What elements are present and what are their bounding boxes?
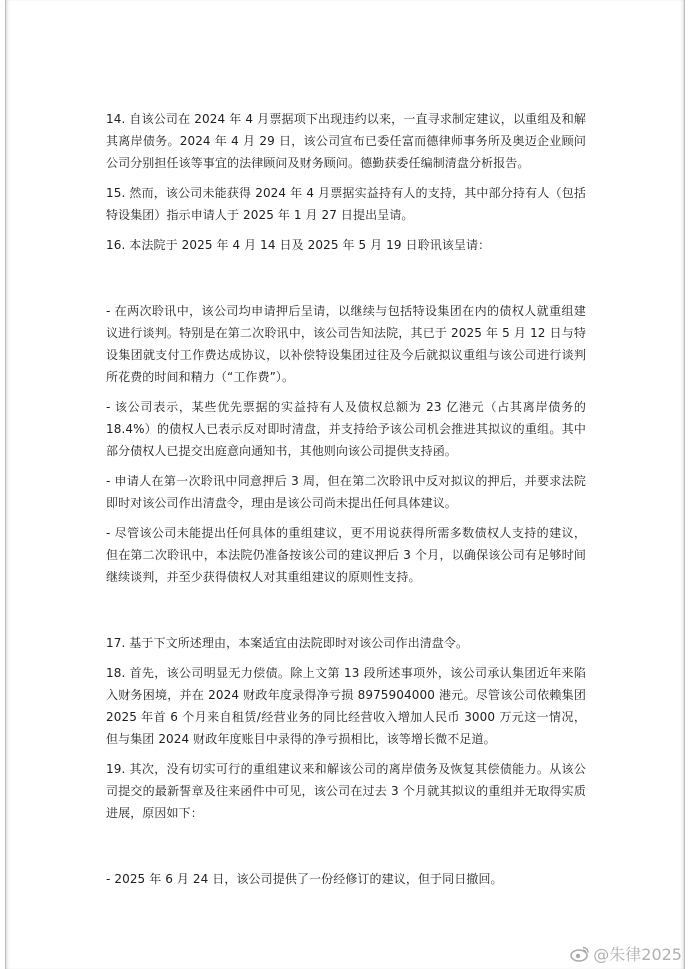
weibo-icon [570, 945, 590, 962]
paragraph-19: 19. 其次，没有切实可行的重组建议来和解该公司的离岸债务及恢复其偿债能力。从该公司提交的最新誓章及往来函件中可见，该公司在过去 3 个月就其拟议的重组并无取得实质进展，原因如下： [106, 762, 586, 820]
paragraph-18: 18. 首先，该公司明显无力偿债。除上文第 13 段所述事项外，该公司承认集团近年来陷入财务困境，并在 2024 财政年度录得净亏损 8975904000 港元。尽管该公司依赖集团 2025 年首 6 个月来自租赁/经营业务的同比经营收入增加人民币 3000 万元这一情况，但与集团 2024 财政年度账目中录得的净亏损相比，该等增长微不足道。 [106, 666, 586, 746]
paragraph-14: 14. 自该公司在 2024 年 4 月票据项下出现违约以来，一直寻求制定建议，以重组及和解其离岸债务。2024 年 4 月 29 日，该公司宣布已委任富而德律师事务所及奥迈企业顾问公司分别担任该等事宜的法律顾问及财务顾问。德勤获委任编制清盘分析报告。 [106, 112, 586, 170]
paragraph-17: 17. 基于下文所述理由，本案适宜由法院即时对该公司作出清盘令。 [106, 636, 469, 650]
watermark [570, 942, 682, 965]
watermark-text: @朱律2025 [593, 945, 682, 964]
bullet-item: - 在两次聆讯中，该公司均申请押后呈请，以继续与包括特设集团在内的债权人就重组建议进行谈判。特别是在第二次聆讯中，该公司告知法院，其已于 2025 年 5 月 12 日与特设集团就支付工作费达成协议，以补偿特设集团过往及今后就拟议重组与该公司进行谈判所花费的时间和精力（“工作费”）。 [106, 304, 586, 384]
paragraph-15: 15. 然而，该公司未能获得 2024 年 4 月票据实益持有人的支持，其中部分持有人（包括特设集团）指示申请人于 2025 年 1 月 27 日提出呈请。 [106, 186, 586, 222]
bullet-item: - 申请人在第一次聆讯中同意押后 3 周，但在第二次聆讯中反对拟议的押后，并要求法院即时对该公司作出清盘令，理由是该公司尚未提出任何具体建议。 [106, 474, 586, 510]
bullet-item: - 尽管该公司未能提出任何具体的重组建议，更不用说获得所需多数债权人支持的建议，但在第二次聆讯中，本法院仍准备按该公司的建议押后 3 个月，以确保该公司有足够时间继续谈判，并至少获得债权人对其重组建议的原则性支持。 [106, 526, 586, 584]
bullet-item: - 该公司表示，某些优先票据的实益持有人及债权总额为 23 亿港元（占其离岸债务的 18.4%）的债权人已表示反对即时清盘，并支持给予该公司机会推进其拟议的重组。其中部分债权人已提交出庭意向通知书，其他则向该公司提供支持函。 [106, 400, 586, 458]
paragraph-16: 16. 本法院于 2025 年 4 月 14 日及 2025 年 5 月 19 日聆讯该呈请： [106, 238, 491, 252]
bullet-item: - 2025 年 6 月 24 日，该公司提供了一份经修订的建议，但于同日撤回。 [106, 872, 503, 886]
document-body [106, 108, 586, 890]
